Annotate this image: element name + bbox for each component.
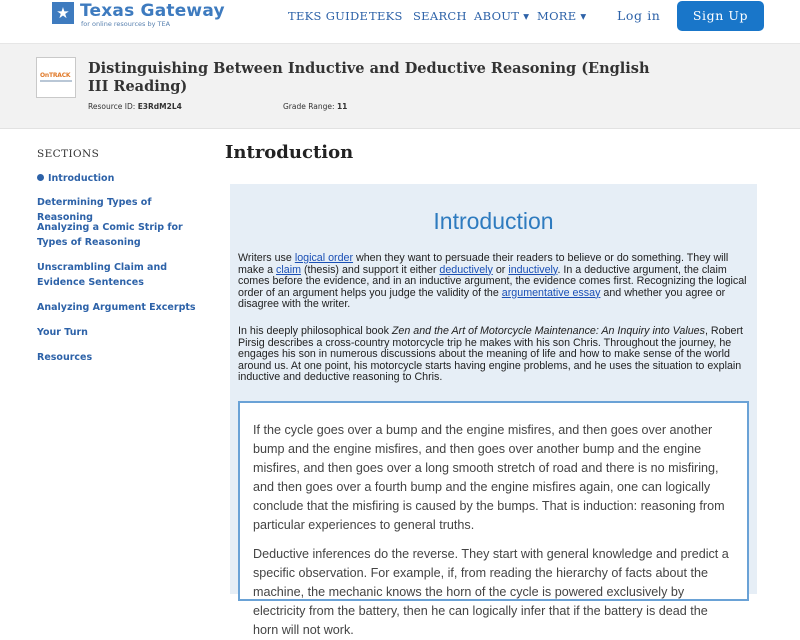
quote-deduction: Deductive inferences do the reverse. They start with general knowledge and predict a specific observation. For example, if, from reading the hierarchy of facts about the machine, the mechanic knows the horn of the cycle is powered exclusively by electricity from the battery, then he can logically infer that if the battery is dead the horn will not work.	[253, 547, 729, 637]
sidebar-item-label-line2: Evidence Sentences	[37, 277, 144, 288]
nav-more-dropdown[interactable]: MORE ▾	[537, 9, 587, 23]
quote-induction: If the cycle goes over a bump and the engine misfires, and then goes over another bump and the engine misfires, and then goes over another bump and the engine misfires, and then goes over a long smooth stretch of road and there is no misfiring, and then goes over a fourth bump and the engine misfires again, one can logically conclude that the misfiring is caused by the bumps. That is induction: reasoning from particular experiences to general truths.	[253, 423, 725, 532]
sidebar-item-your-turn[interactable]	[37, 325, 207, 340]
nav-about-dropdown[interactable]: ABOUT ▾	[474, 9, 530, 23]
text-run: and whether you agree or disagree with the writer.	[238, 286, 726, 311]
texas-gateway-logo[interactable]	[52, 2, 225, 30]
sidebar-item-label: Your Turn	[37, 327, 88, 338]
sidebar-item-label: Unscrambling Claim and	[37, 262, 168, 273]
text-run: . In a deductive argument, the claim comes before the evidence, and in an inductive argument, the evidence comes first. Recognizing the logical order of an argument helps you judge the validity of the	[238, 263, 747, 299]
text-run: , Robert Pirsig describes a cross-country motorcycle trip he makes with his son Chris. Throughout the journey, he engages his son in numerous discussions about the meaning of life and how to make sense of the world around us. At one point, his motorcycle starts having engine problems, and he uses the situation to explain inductive and deductive reasoning to Chris.	[238, 325, 743, 384]
sidebar-item-label: Determining Types of Reasoning	[37, 197, 152, 223]
section-heading: Introduction	[225, 142, 354, 163]
text-run: or	[492, 263, 509, 276]
ontrack-logo-icon	[36, 57, 76, 98]
nav-teks[interactable]: TEKS	[369, 9, 403, 23]
text-run: (thesis) and support it either	[300, 263, 440, 276]
sections-label: SECTIONS	[37, 148, 100, 160]
quote-block	[238, 401, 749, 637]
nav-teks-guide[interactable]: TEKS GUIDE	[288, 9, 369, 23]
ontrack-underline	[40, 80, 72, 82]
top-navigation	[0, 0, 800, 44]
pirsig-paragraph	[238, 326, 748, 384]
logo-text	[80, 2, 225, 28]
login-link[interactable]: Log in	[617, 8, 661, 23]
text-run: Writers use	[238, 252, 295, 264]
ontrack-label: OnTRACK	[40, 72, 71, 79]
sidebar-item-label: Resources	[37, 352, 93, 363]
logo-tagline: for online resources by TEA	[81, 20, 171, 28]
grade-range-value: 11	[336, 102, 348, 111]
sidebar-item-label: Introduction	[48, 173, 115, 184]
sidebar-item-label: Analyzing a Comic Strip for	[37, 222, 183, 233]
logo-title: Texas Gateway	[80, 1, 225, 21]
book-title: Zen and the Art of Motorcycle Maintenance: An Inquiry into Values	[391, 325, 705, 337]
grade-range	[283, 102, 347, 111]
intro-paragraph	[238, 253, 748, 311]
star-icon: ★	[52, 2, 74, 24]
link-logical-order[interactable]: logical order	[294, 252, 354, 264]
link-argumentative-essay[interactable]: argumentative essay	[501, 286, 601, 299]
sidebar-item-analyzing-comic-strip[interactable]	[37, 220, 207, 250]
sidebar-item-label: Analyzing Argument Excerpts	[37, 302, 196, 313]
sidebar-item-analyzing-excerpts[interactable]	[37, 300, 207, 315]
grade-range-label: Grade Range:	[283, 102, 335, 111]
sidebar-item-resources[interactable]	[37, 350, 207, 365]
text-run: when they want to persuade their readers to believe or do something. They will make a	[238, 252, 729, 276]
resource-title: Distinguishing Between Inductive and Deductive Reasoning (English III Reading)	[88, 60, 650, 95]
resource-id-label: Resource ID:	[88, 102, 136, 111]
link-claim[interactable]: claim	[276, 263, 301, 276]
text-run: In his deeply philosophical book	[238, 325, 392, 337]
sidebar-item-introduction[interactable]	[37, 171, 207, 186]
resource-id	[88, 102, 182, 111]
resource-id-value: E3RdM2L4	[137, 102, 182, 111]
resource-header	[0, 44, 800, 129]
active-dot-icon	[37, 174, 44, 181]
nav-search[interactable]: SEARCH	[413, 9, 467, 23]
link-inductively[interactable]: inductively	[508, 263, 558, 276]
content-title: Introduction	[433, 208, 554, 234]
signup-button[interactable]: Sign Up	[677, 1, 764, 31]
link-deductively[interactable]: deductively	[439, 263, 493, 276]
sidebar-item-label-line2: Types of Reasoning	[37, 237, 141, 248]
sidebar-item-unscrambling[interactable]	[37, 260, 207, 290]
